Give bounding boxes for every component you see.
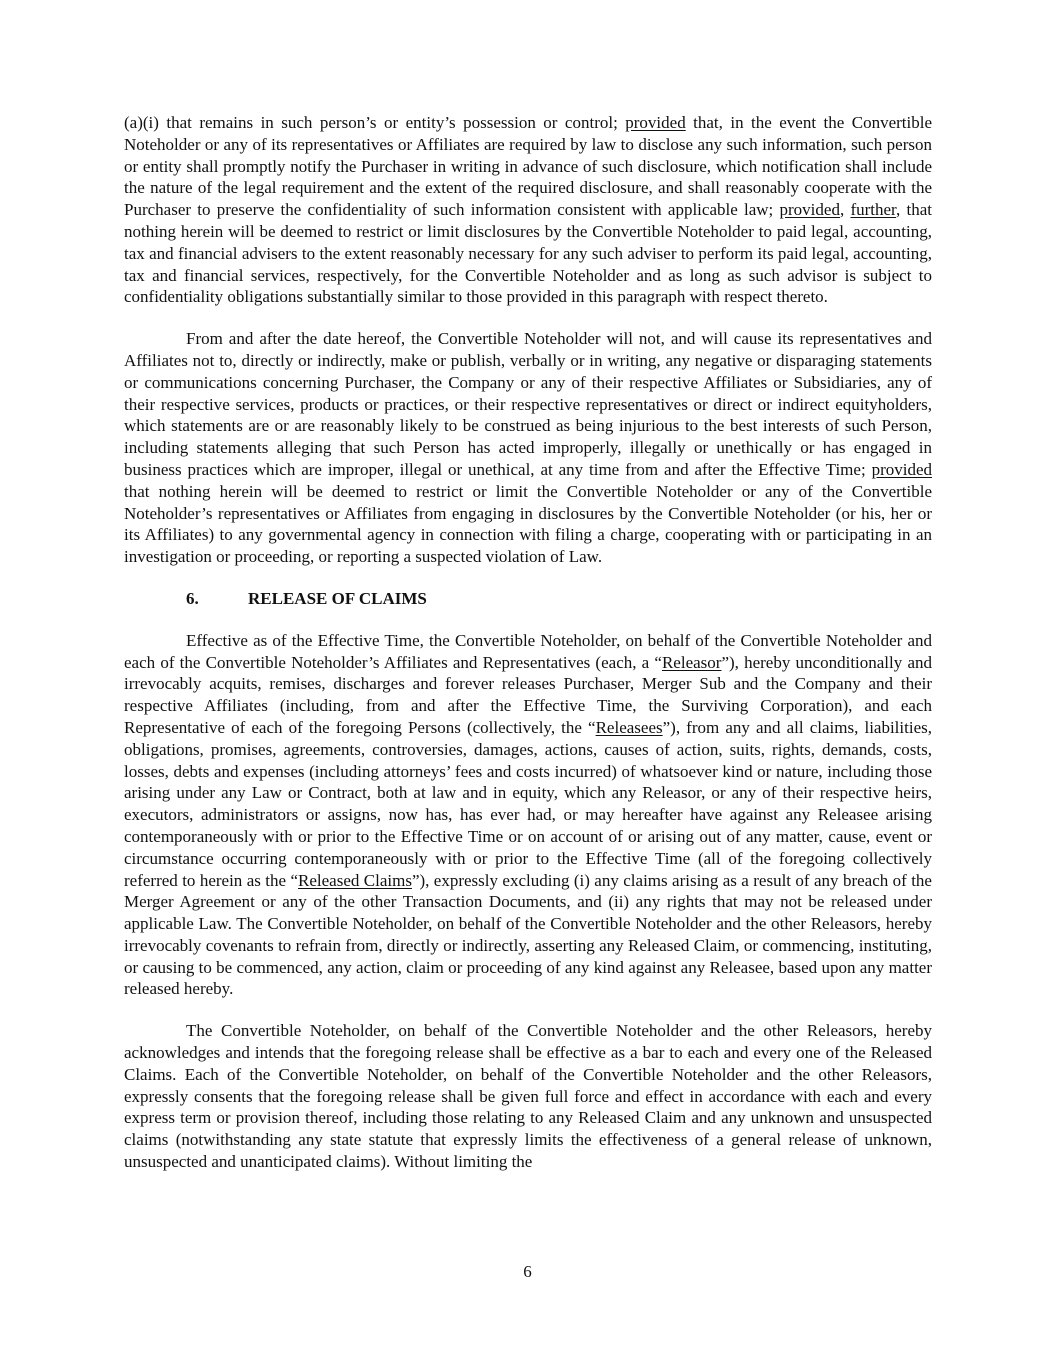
defined-term-releasees: Releasees — [595, 717, 663, 737]
page-number: 6 — [523, 1262, 532, 1281]
defined-term-releasor: Releasor — [661, 652, 722, 672]
term-further: further — [850, 200, 897, 220]
defined-term-released-claims: Released Claims — [298, 870, 412, 890]
term-provided: provided — [625, 113, 686, 132]
paragraph-acknowledgement: The Convertible Noteholder, on behalf of the Convertible Noteholder and the other Releasors, hereby acknowledges and intends that the foregoing release shall be effective as a bar to each and every one of the Released Claims. Each of the Convertible Noteholder, on behalf of the Convertible Noteholder and the other Releasors, expressly consents that the foregoing release shall be given full force and effect in accordance with each and every express term or provision thereof, including those relating to any Released Claim and any unknown and unsuspected claims (notwithstanding any state statute that expressly limits the effectiveness of a general release of unknown, unsuspected and unanticipated claims). Without limiting the — [124, 1021, 932, 1172]
section-number: 6. — [186, 588, 199, 608]
term-provided: provided — [871, 459, 932, 479]
section-heading — [124, 588, 932, 610]
document-page — [124, 112, 932, 1173]
paragraph-confidentiality-continued: (a)(i) that remains in such person’s or entity’s possession or control; provided that, in the event the Convertible Noteholder or any of its representatives or Affiliates are required by law to disclose any such information, such person or entity shall promptly notify the Purchaser in writing in advance of such disclosure, which notification shall include the nature of the legal requirement and the extent of the required disclosure, and shall reasonably cooperate with the Purchaser to preserve the confidentiality of such information consistent with applicable law; provided, further, that nothing herein will be deemed to restrict or limit disclosures by the Convertible Noteholder to paid legal, accounting, tax and financial advisers to the extent reasonably necessary for any such adviser to perform its paid legal, accounting, tax and financial services, respectively, for the Convertible Noteholder and as long as such advisor is subject to confidentiality obligations substantially similar to those provided in this paragraph with respect thereto. — [124, 113, 933, 307]
paragraph-non-disparagement: From and after the date hereof, the Convertible Noteholder will not, and will cause its representatives and Affiliates not to, directly or indirectly, make or publish, verbally or in writing, any negative or disparaging statements or communications concerning Purchaser, the Company or any of their respective Affiliates or Subsidiaries, any of their respective services, products or practices, or their respective representatives or direct or indirect equityholders, which statements are or are reasonably likely to be construed as being injurious to the best interests of such Person, including statements alleging that such Person has acted improperly, illegally or unethically or has engaged in business practices which are improper, illegal or unethical, at any time from and after the Effective Time; provided that nothing herein will be deemed to restrict or limit the Convertible Noteholder or any of the Convertible Noteholder’s representatives or Affiliates from engaging in disclosures by the Convertible Noteholder (or his, her or its Affiliates) to any governmental agency in connection with filing a charge, cooperating with or participating in an investigation or proceeding, or reporting a suspected violation of Law. — [124, 329, 932, 567]
paragraph-release: Effective as of the Effective Time, the Convertible Noteholder, on behalf of the Convertible Noteholder and each of the Convertible Noteholder’s Affiliates and Representatives (each, a “Releasor”), hereby unconditionally and irrevocably acquits, remises, discharges and forever releases Purchaser, Merger Sub and the Company and their respective Affiliates (including, from and after the Effective Time, the Surviving Corporation), and each Representative of each of the foregoing Persons (collectively, the “Releasees”), from any and all claims, liabilities, obligations, promises, agreements, controversies, damages, actions, causes of action, suits, rights, demands, costs, losses, debts and expenses (including attorneys’ fees and costs incurred) of whatsoever kind or nature, including those arising under any Law or Contract, both at law and in equity, which any Releasor, or any of their respective heirs, executors, administrators or assigns, now has, has ever had, or may hereafter have against any Releasee arising contemporaneously with or prior to the Effective Time or on account of or arising out of any matter, cause, event or circumstance occurring contemporaneously with or prior to the Effective Time (all of the foregoing collectively referred to herein as the “Released Claims”), expressly excluding (i) any claims arising as a result of any breach of the Merger Agreement or any of the other Transaction Documents, and (ii) any rights that may not be released under applicable Law. The Convertible Noteholder, on behalf of the Convertible Noteholder and the other Releasors, hereby irrevocably covenants to refrain from, directly or indirectly, asserting any Released Claim, or commencing, instituting, or causing to be commenced, any action, claim or proceeding of any kind against any Releasee, based upon any matter released hereby. — [124, 630, 932, 999]
section-title: RELEASE OF CLAIMS — [248, 588, 427, 608]
term-provided: provided — [779, 200, 840, 220]
